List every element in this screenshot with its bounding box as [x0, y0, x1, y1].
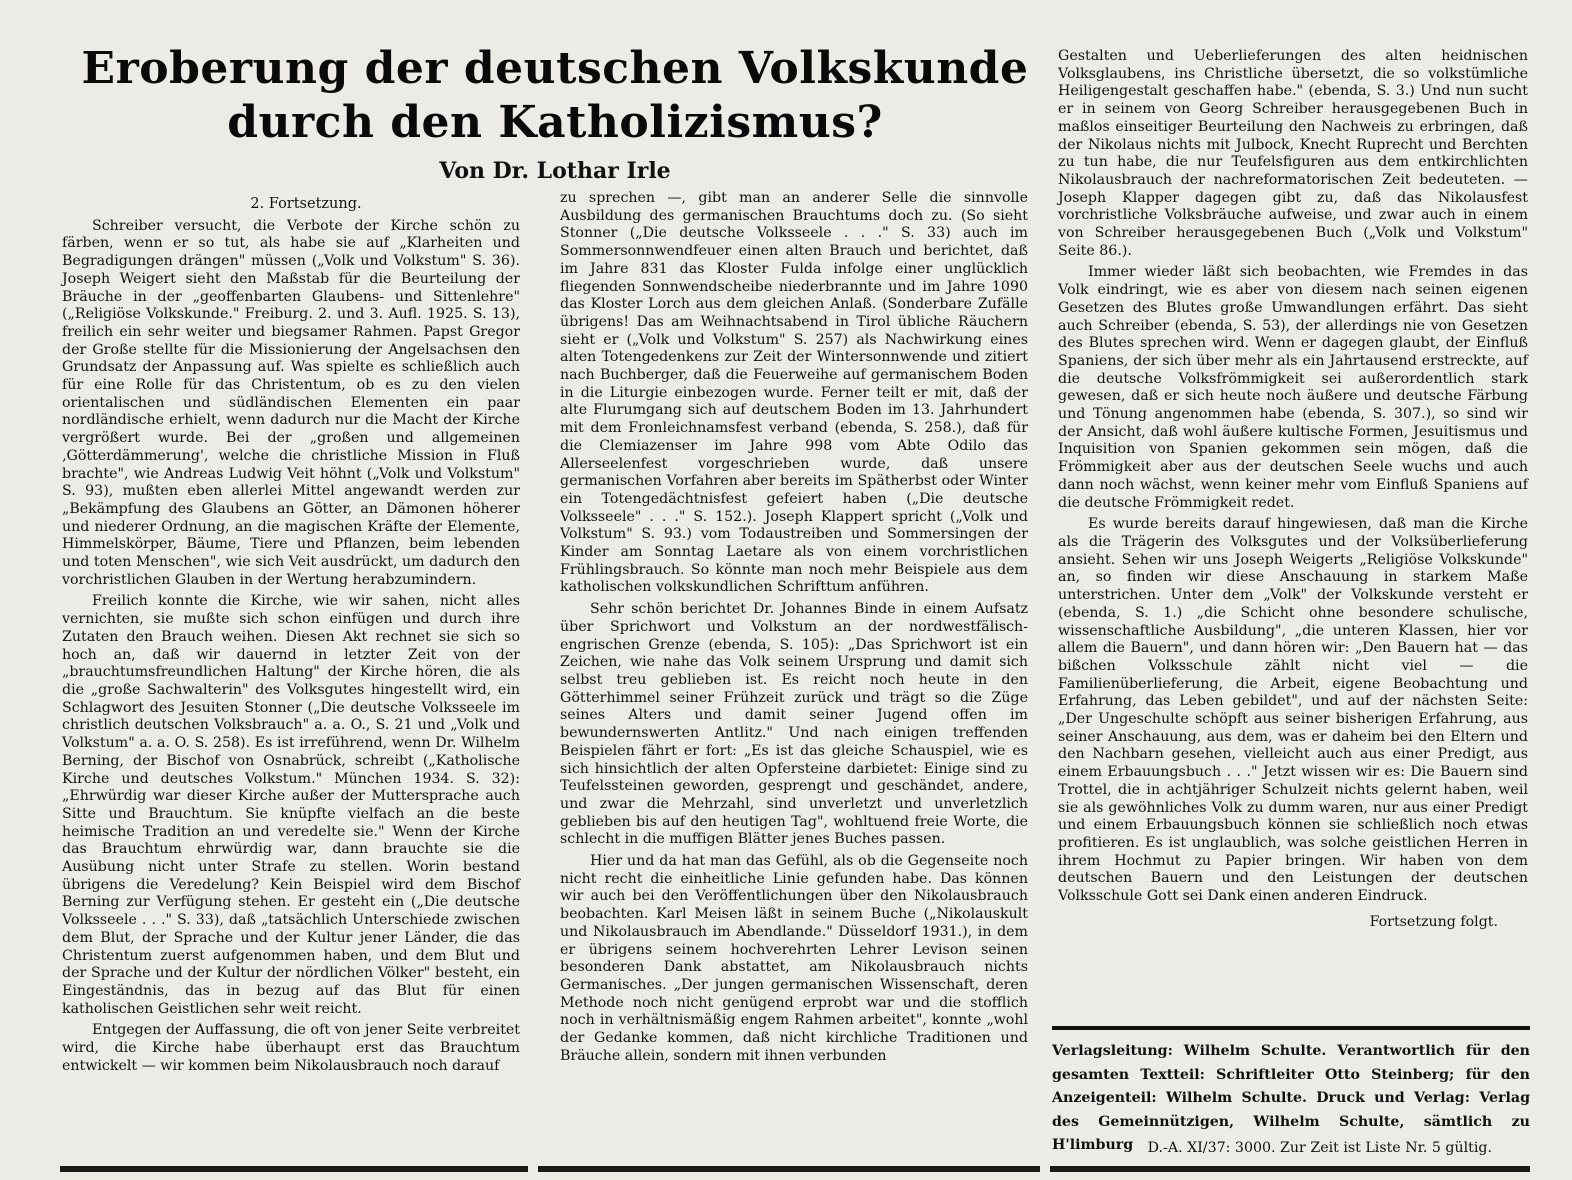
column-3: [1058, 48, 1528, 931]
article-byline: Von Dr. Lothar Irle: [439, 158, 671, 184]
edition-note: D.-A. XI/37: 3000. Zur Zeit ist Liste Nr. 5 gültig.: [1147, 1140, 1492, 1156]
bottom-rule: [60, 1166, 1530, 1172]
paragraph: Sehr schön berichtet Dr. Johannes Binde in einem Aufsatz über Sprichwort und Volkstum an der nordwestfälisch-engrischen Grenze (ebenda, S. 105): „Das Sprichwort ist ein Zeichen, wie nahe das Volk seinem Ursprung und damit sich selbst treu geblieben ist. Es reicht noch heute in den Götterhimmel seiner Frühzeit zurück und trägt so die Züge seines Alters und damit seiner Jugend offen im bewundernswerten Antlitz." Und nach einigen treffenden Beispielen fährt er fort: „Es ist das gleiche Schauspiel, wie es sich hinsichtlich der alten Opfersteine darbietet: Einige sind zu Teufelssteinen geworden, gesprengt und geschändet, andere, und zwar die Mehrzahl, sind unverletzt und unverletzlich geblieben bis auf den heutigen Tag", wohltuend freie Worte, die schlecht in die muffigen Blätter jenes Buches passen.: [560, 601, 1028, 848]
paragraph: Es wurde bereits darauf hingewiesen, daß man die Kirche als die Trägerin des Volksgutes und der Volksüberlieferung ansieht. Sehen wir uns Joseph Weigerts „Religiöse Volkskunde" an, so finden wir diese Anschauung in starkem Maße unterstrichen. Unter dem „Volk" der Volkskunde versteht er (ebenda, S. 1.) „die Schicht ohne besondere schulische, wissenschaftliche Ausbildung", „die unteren Klassen, hier vor allem die Bauern", und dann hören wir: „Den Bauern hat — das bißchen Volksschule zählt nicht viel — die Familienüberlieferung, die Arbeit, eigene Beobachtung und Erfahrung, das Leben gebildet", und auf der nächsten Seite: „Der Ungeschulte schöpft aus seiner bisherigen Erfahrung, aus seiner Anschauung, aus dem, was er daheim bei den Eltern und den Nachbarn gesehen, vielleicht auch aus einer Predigt, aus einem Erbauungsbuch . . ." Jetzt wissen wir es: Die Bauern sind Trottel, die in achtjähriger Schulzeit nichts gelernt haben, weil sie als gewöhnliches Volk zu dumm waren, nur aus einer Predigt und einem Erbauungsbuch können sie schließlich noch etwas profitieren. Es ist unglaublich, was solche geistlichen Herren in ihrem Hochmut zu Papier bringen. Wir haben von dem deutschen Bauern und den Leistungen der deutschen Volksschule Gott sei Dank einen anderen Eindruck.: [1058, 516, 1528, 905]
paragraph: Immer wieder läßt sich beobachten, wie Fremdes in das Volk eindringt, wie es aber von diesem nach seinen eigenen Gesetzen des Blutes große Umwandlungen erfährt. Das sieht auch Schreiber (ebenda, S. 53), der allerdings nie von Gesetzen des Blutes sprechen wird. Wenn er dagegen glaubt, der Einfluß Spaniens, der sich über mehr als ein Jahrtausend erstreckte, auf die deutsche Volksfrömmigkeit sei außerordentlich stark gewesen, daß er sich heute noch äußere und deutsche Färbung und Tönung angenommen habe (ebenda, S. 307.), so sind wir der Ansicht, daß wohl äußere kultische Formen, Jesuitismus und Inquisition von Spanien gekommen sein mögen, daß die Frömmigkeit aber aus der deutschen Seele wuchs und auch dann noch wächst, wenn keiner mehr vom Einfluß Spaniens auf die deutsche Frömmigkeit redet.: [1058, 264, 1528, 511]
paragraph: Schreiber versucht, die Verbote der Kirche schön zu färben, wenn er so tut, als habe sie auf „Klarheiten und Begradigungen drängen" müssen („Volk und Volkstum" S. 36). Joseph Weigert sieht den Maßstab für die Beurteilung der Bräuche in der „geoffenbarten Glaubens- und Sittenlehre" („Religiöse Volkskunde." Freiburg. 2. und 3. Aufl. 1925. S. 13), freilich ein sehr weiter und biegsamer Rahmen. Papst Gregor der Große stellte für die Missionierung der Angelsachsen den Grundsatz der Anpassung auf. Was spielte es schließlich auch für eine Rolle für das Christentum, ob es zu den vielen orientalischen und südländischen Elementen ein paar nordländische erhielt, wenn dadurch nur die Macht der Kirche vergrößert wurde. Bei der „großen und allgemeinen ‚Götterdämmerung', welche die christliche Mission in Fluß brachte", wie Andreas Ludwig Veit höhnt („Volk und Volkstum" S. 93), mußten eben allerlei Mittel angewandt werden zur „Bekämpfung des Glaubens an Götter, an Dämonen höherer und niederer Ordnung, an die magischen Kräfte der Elemente, Himmelskörper, Bäume, Tiere und Pflanzen, beim lebenden und toten Menschen", wie sich Veit ausdrückt, um dadurch den vorchristlichen Glauben in der Wertung herabzumindern.: [62, 217, 520, 588]
article-title: Eroberung der deutschen Volkskunde durch den Katholizismus?: [81, 43, 1029, 148]
column-2: [560, 190, 1028, 1065]
column-gap: [528, 1166, 538, 1180]
column-1: [62, 196, 520, 1075]
continuation-note: Fortsetzung folgt.: [1369, 913, 1498, 930]
paragraph: Freilich konnte die Kirche, wie wir sahen, nicht alles vernichten, sie mußte sich schon einfügen und durch ihre Zutaten den Brauch weihen. Diesen Akt rechnet sie sich so hoch an, daß wir dauernd in letzter Zeit von der „brauchtumsfreundlichen Haltung" der Kirche hören, die als die „große Sachwalterin" des Volksgutes hingestellt wird, ein Schlagwort des Jesuiten Stonner („Die deutsche Volksseele im christlich deutschen Volksbrauch" a. a. O., S. 21 und „Volk und Volkstum" a. a. O. S. 258). Es ist irreführend, wenn Dr. Wilhelm Berning, der Bischof von Osnabrück, schreibt („Katholische Kirche und deutsches Volkstum." München 1934. S. 32): „Ehrwürdig war dieser Kirche außer der Muttersprache auch Sitte und Brauchtum. Sie knüpfte vielfach an die beste heimische Tradition an und veredelte sie." Wenn der Kirche das Brauchtum ehrwürdig war, dann brauchte sie die Ausübung nicht unter Strafe zu stellen. Worin bestand übrigens die Veredelung? Kein Beispiel wird dem Bischof Berning zur Verfügung stehen. Er gesteht ein („Die deutsche Volksseele . . ." S. 33), daß „tatsächlich Unterschiede zwischen dem Blut, der Sprache und der Kultur jener Länder, die das Christentum zuerst aufgenommen haben, und dem Blut und der Sprache und der Kultur der nördlichen Völker" besteht, ein Eingeständnis, das in bezug auf das Blut für einen katholischen Geistlichen sehr weit reicht.: [62, 593, 520, 1017]
paragraph: Gestalten und Ueberlieferungen des alten heidnischen Volksglaubens, ins Christliche übersetzt, die so volkstümliche Heiligengestalt geschaffen habe." (ebenda, S. 3.) Und nun sucht er in seinem von Georg Schreiber herausgegebenen Buch in maßlos einseitiger Beurteilung den Nachweis zu erbringen, daß der Nikolaus nichts mit Julbock, Knecht Ruprecht und Berchten zu tun habe, die nur Teufelsfiguren aus dem entkirchlichten Nikolausbrauch der nachreformatorischen Zeit bedeuteten. — Joseph Klapper dagegen gibt zu, daß das Nikolausfest vorchristliche Volksbräuche aufweise, und zwar auch in einem von Schreiber herausgegebenen Buch („Volk und Volkstum" Seite 86.).: [1058, 48, 1528, 259]
paragraph: Hier und da hat man das Gefühl, als ob die Gegenseite noch nicht recht die einheitliche Linie gefunden habe. Das können wir auch bei den Veröffentlichungen über den Nikolausbrauch beobachten. Karl Meisen läßt in seinem Buche („Nikolauskult und Nikolausbrauch im Abendlande." Düsseldorf 1931.), in dem er übrigens seinem hochverehrten Lehrer Levison seinen besonderen Dank abstattet, am Nikolausbrauch nichts Germanisches. „Der jungen germanischen Wissenschaft, deren Methode noch nicht genügend erprobt war und die stofflich noch in verhältnismäßig engem Rahmen arbeitet", konnte „wohl der Gedanke kommen, daß nicht kirchliche Traditionen und Bräuche allein, sondern mit ihnen verbunden: [560, 853, 1028, 1064]
imprint: Verlagsleitung: Wilhelm Schulte. Verantwortlich für den gesamten Textteil: Schriftleiter Otto Steinberg; für den Anzeigenteil: Wilhelm Schulte. Druck und Verlag: Verlag des Gemeinnützigen, Wilhelm Schulte, sämtlich zu H'limburg: [1052, 1043, 1530, 1153]
paragraph: zu sprechen —, gibt man an anderer Selle die sinnvolle Ausbildung des germanischen Brauchtums doch zu. (So sieht Stonner („Die deutsche Volksseele . . ." S. 33) auch im Sommersonnwendfeuer einen alten Brauch und berichtet, daß im Jahre 831 das Kloster Fulda infolge einer unglücklich fliegenden Sonnwendscheibe niederbrannte und im Jahre 1090 das Kloster Lorch aus dem gleichen Anlaß. (Sonderbare Zufälle übrigens! Das am Weihnachtsabend in Tirol übliche Räuchern sieht er („Volk und Volkstum" S. 257) als Nachwirkung eines alten Totengedenkens zur Zeit der Wintersonnwende und zitiert nach Buchberger, daß die Feuerweihe auf germanischem Boden in die Liturgie einbezogen wurde. Ferner teilt er mit, daß der alte Flurumgang sich auf deutschem Boden im 13. Jahrhundert mit dem Fronleichnamsfest verband (ebenda, S. 258.), daß für die Clemiazenser im Jahre 998 vom Abte Odilo das Allerseelenfest vorgeschrieben wurde, daß unsere germanischen Vorfahren aber bereits im Spätherbst oder Winter ein Totengedächtnisfest gefeiert haben („Die deutsche Volksseele" . . ." S. 152.). Joseph Klappert spricht („Volk und Volkstum" S. 93.) vom Todaustreiben und Sommersingen der Kinder am Sonntag Laetare als von einem vorchristlichen Frühlingsbrauch. So könnte man noch mehr Beispiele aus dem katholischen volkskundlichen Schrifttum anführen.: [560, 190, 1028, 596]
paragraph: Entgegen der Auffassung, die oft von jener Seite verbreitet wird, die Kirche habe überhaupt erst das Brauchtum entwickelt — wir kommen beim Nikolausbrauch noch darauf: [62, 1022, 520, 1074]
column-gap: [1040, 1166, 1050, 1180]
article-subtitle: 2. Fortsetzung.: [250, 196, 362, 212]
imprint-rule: [1052, 1026, 1530, 1030]
